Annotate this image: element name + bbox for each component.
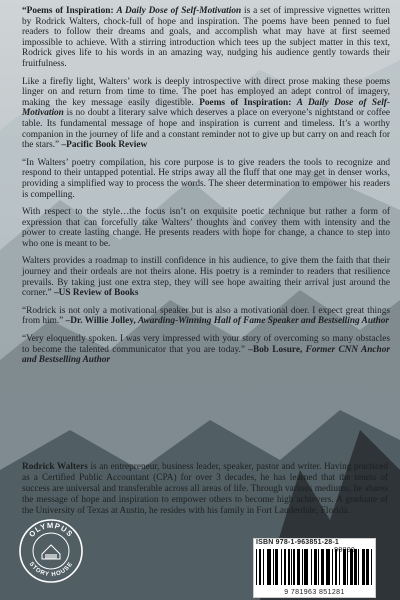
us-review-paragraph-1: “In Walters’ poetry compilation, his core purpose is to give readers the tools to recognize and respond to their untapped potential. He strips away all the fluff that one may get in denser works, providing a simplified way to process the words. The sheer determination to empower his readers is compelling. (22, 157, 390, 200)
barcode-bar (273, 549, 274, 585)
barcode-bar (358, 549, 359, 585)
losure-quote (22, 334, 390, 366)
barcode-bar (355, 549, 356, 585)
book-subtitle: A Daily Dose of Self-Motivation (116, 6, 242, 16)
barcode-bar (364, 549, 365, 585)
losure-quote-text: “Very eloquently spoken. I was very impressed with your story of overcoming so many obstacles to become the talented communicator that you are today.” (22, 334, 390, 355)
barcode-bar (307, 549, 308, 585)
jolley-name: –Dr. Willie Jolley, (65, 316, 139, 327)
review-source-pacific: –Pacific Book Review (59, 140, 148, 151)
barcode-bar (260, 549, 261, 585)
barcode-bar (318, 549, 319, 585)
intro-text: is a set of impressive vignettes written by Rodrick Walters, chock-full of hope and inspiration. The poems have been penned to fuel readers to follow their dreams and goals, and accomplish what may have at first seemed impossible to achieve. With a stirring introduction which tees up the subject matter in this text, Rodrick gives life to his words in an amazing way, nudging his audience gently towards their fruitfulness. (22, 6, 391, 69)
publisher-name-top: OLYMPUS (27, 520, 75, 539)
book-title-inline: Poems of Inspiration: (199, 97, 292, 108)
barcode-bar (339, 549, 340, 585)
jolley-quote (22, 306, 390, 327)
publisher-name-bottom: STORY HOUSE (27, 561, 75, 579)
author-name: Rodrick Walters (22, 462, 88, 472)
author-bio-text: is an entrepreneur, business leader, speaker, pastor and writer. Having practiced as a Certified Public Accountant (CPA) for over 3 decades, he has learned that the tenets of success are universal and transferable across all areas of life. Through various mediums, he shares the message of hope and inspiration to empower others to become high achievers. A graduate of the University of Texas at Austin, he resides with his family in Fort Lauderdale, Florida. (22, 462, 389, 516)
barcode-bar (351, 549, 352, 585)
barcode-bar (270, 549, 271, 585)
review-text-block (22, 6, 390, 373)
barcode-bar (322, 549, 323, 585)
barcode-bar (368, 549, 369, 585)
barcode-bar (347, 549, 348, 585)
intro-paragraph (22, 6, 390, 70)
barcode-bar (302, 549, 303, 585)
barcode-bars (256, 549, 372, 585)
book-title: “Poems of Inspiration: A Daily Dose of Self-Motivation (22, 6, 242, 16)
us-review-paragraph-2: With respect to the style…the focus isn’t on exquisite poetic technique but rather a form of expression that can forcefully take Walters’ thoughts and convey them with intensity and the power to create lasting change. He presents readers with hope for change, a chance to step into who one is meant to be. (22, 207, 390, 249)
losure-role: Former CNN Anchor and Bestselling Author (22, 344, 390, 366)
barcode-bar (336, 549, 337, 585)
us-review-text: Walters provides a roadmap to instill confidence in his audience, to give them the faith that their journey and their ordeals are not theirs alone. His poetry is a reminder to readers that resilience prevails. By taking just one extra step, they will see hope awaiting their arrival just around the corner.” (22, 256, 390, 299)
isbn-barcode (253, 538, 376, 598)
isbn-number: ISBN 978-1-963851-28-1 (256, 539, 340, 546)
barcode-bar (285, 549, 286, 585)
losure-name: –Bob Losure, (248, 344, 306, 355)
jolley-role: Awarding-Winning Hall of Fame Speaker and Bestselling Author (138, 316, 390, 327)
review-source-us: –US Review of Books (51, 288, 139, 299)
us-review-paragraph-3 (22, 256, 390, 298)
barcode-bar (329, 549, 330, 585)
barcode-bar (311, 549, 312, 585)
barcode-bar (299, 549, 300, 585)
barcode-bar (344, 549, 345, 585)
author-bio (22, 462, 388, 517)
barcode-bar (293, 549, 294, 585)
barcode-bar (291, 549, 292, 585)
barcode-bar (281, 549, 282, 585)
svg-text:STORY HOUSE (28, 561, 75, 578)
book-subtitle-inline: A Daily Dose of Self-Motivation (22, 97, 391, 119)
jolley-quote-text: “Rodrick is not only a motivational speaker but is also a motivational doer. I expect great things from him.” (22, 305, 390, 327)
pacific-review-paragraph (22, 77, 390, 151)
book-title-main: Poems of Inspiration: (26, 6, 114, 16)
barcode-bar (332, 549, 333, 585)
pacific-review-text-1: Like a firefly light, Walters’ work is deeply introspective with direct prose making these poems linger on and return from time to time. The poet has employed an adept control of imagery, making the key message easily digestible. (22, 76, 390, 108)
ean-number: 9 781963 851281 (284, 589, 345, 596)
barcode-bar (256, 549, 257, 585)
barcode-bar (277, 549, 278, 585)
publisher-logo (18, 518, 84, 584)
barcode-bar (263, 549, 264, 585)
pacific-review-text-2: is no doubt a literary salve which deserves a place on everyone’s nightstand or coffee table. Its fundamental message of hope and inspiration is current and timeless. It’s a worthy companion in the journey of life and a constant reminder not to give up but carry on and reach for the stars.” (22, 108, 390, 151)
barcode-bar (371, 549, 372, 585)
barcode-bar (315, 549, 316, 585)
svg-text:OLYMPUS (27, 521, 75, 539)
